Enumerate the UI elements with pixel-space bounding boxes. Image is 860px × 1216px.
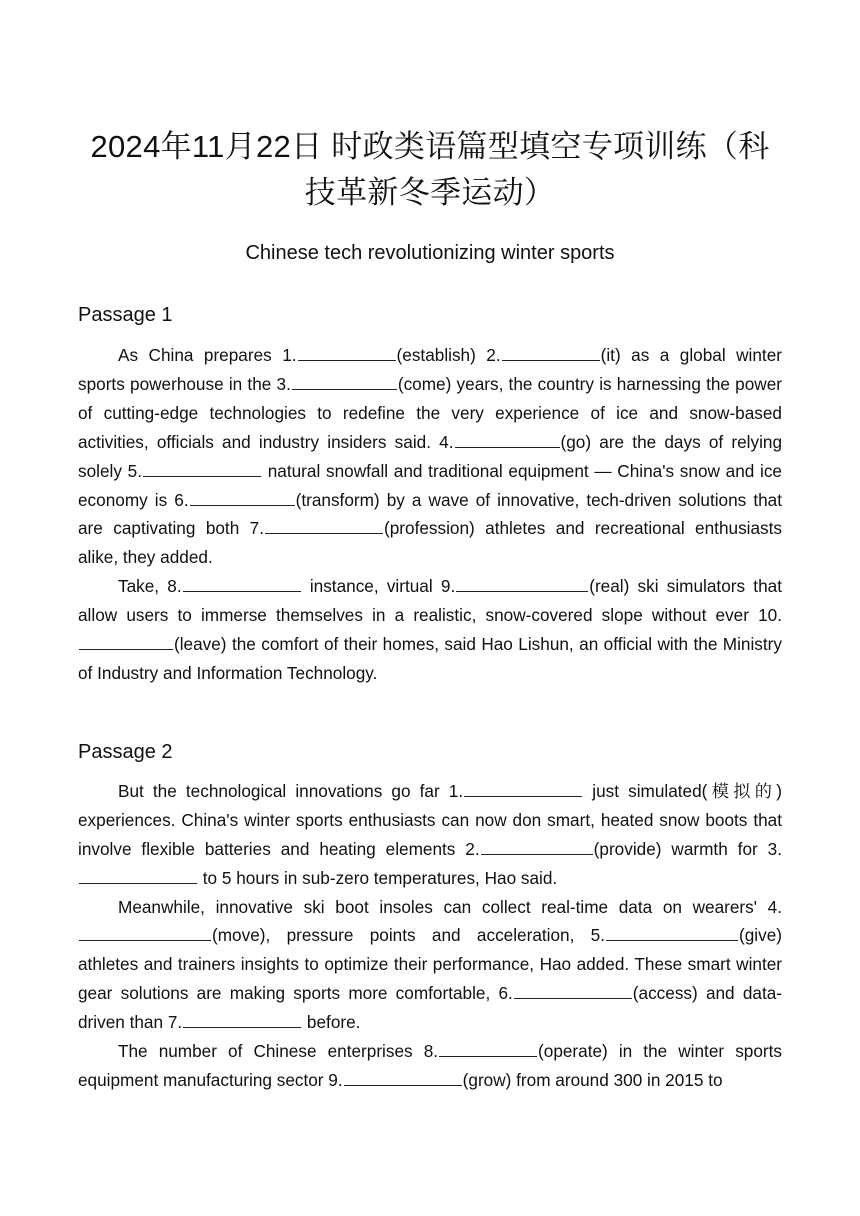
blank-4[interactable] — [79, 922, 211, 941]
passage-2-heading: Passage 2 — [78, 740, 173, 763]
passage-1-paragraph-2 — [78, 572, 782, 688]
text-segment: to 5 hours in sub-zero temperatures, Hao said. — [198, 867, 558, 888]
blank-8[interactable] — [439, 1038, 537, 1057]
blank-9[interactable] — [456, 573, 588, 592]
blank-1[interactable] — [464, 778, 582, 797]
text-segment: (provide) warmth for 3. — [593, 838, 783, 859]
blank-10[interactable] — [79, 631, 173, 650]
text-segment: (real) ski simulators that allow users to immerse themselves in a realistic, snow-covered slope without ever 10. — [78, 576, 782, 626]
text-segment: (give) athletes and trainers insights to optimize their performance, Hao added. These smart winter gear solutions are making sports more comfortable, 6. — [78, 925, 782, 1004]
passage-2-paragraph-2 — [78, 893, 782, 1038]
page-subtitle: Chinese tech revolutionizing winter sports — [245, 242, 615, 264]
blank-3[interactable] — [292, 371, 397, 390]
passage-1-heading: Passage 1 — [78, 304, 173, 326]
text-segment: But the technological innovations go far 1. — [118, 780, 464, 801]
blank-7[interactable] — [265, 515, 383, 534]
text-segment: The number of Chinese enterprises 8. — [118, 1041, 439, 1062]
text-segment: (operate) in the winter sports equipment manufacturing sector 9. — [78, 1041, 782, 1090]
text-segment: Take, 8. — [118, 576, 182, 597]
blank-6[interactable] — [514, 980, 632, 999]
text-segment: natural snowfall and traditional equipment — China's snow and ice economy is 6. — [78, 460, 782, 510]
text-segment: (come) years, the country is harnessing the power of cutting-edge technologies to redefine the very experience of ice and snow-based activities, officials and industry insiders said. 4. — [78, 373, 782, 452]
page-title: 2024年11月22日 时政类语篇型填空专项训练（科技革新冬季运动） — [90, 129, 770, 210]
text-segment: just simulated(模拟的) experiences. China's winter sports enthusiasts can now don smart, heated snow boots that involve flexible batteries and heating elements 2. — [78, 780, 782, 859]
passage-1-paragraph-1 — [78, 341, 782, 572]
text-segment: (leave) the comfort of their homes, said Hao Lishun, an official with the Ministry of Industry and Information Technology. — [78, 634, 782, 683]
text-segment: (grow) from around 300 in 2015 to — [462, 1069, 723, 1090]
passage-2-paragraph-1 — [78, 777, 782, 893]
text-segment: (go) are the days of relying solely 5. — [78, 431, 782, 481]
text-segment: (access) and data-driven than 7. — [78, 983, 783, 1033]
text-segment: instance, virtual 9. — [301, 576, 456, 597]
text-segment: As China prepares 1. — [118, 345, 297, 365]
blank-5[interactable] — [143, 458, 261, 477]
text-segment: (profession) athletes and recreational enthusiasts alike, they added. — [78, 518, 782, 568]
blank-3[interactable] — [79, 865, 197, 884]
text-segment: Meanwhile, innovative ski boot insoles can collect real-time data on wearers' 4. — [118, 896, 782, 917]
blank-2[interactable] — [481, 836, 593, 855]
blank-1[interactable] — [298, 342, 396, 361]
text-segment: (transform) by a wave of innovative, tech-driven solutions that are captivating both 7. — [78, 489, 782, 539]
text-segment: (it) as a global winter sports powerhouse in the 3. — [78, 345, 782, 394]
blank-4[interactable] — [455, 429, 560, 448]
blank-5[interactable] — [606, 922, 738, 941]
blank-9[interactable] — [344, 1067, 462, 1086]
passage-2-paragraph-3 — [78, 1037, 782, 1095]
text-segment: before. — [302, 1012, 361, 1033]
blank-7[interactable] — [183, 1009, 301, 1028]
blank-2[interactable] — [502, 342, 600, 361]
text-segment: (establish) 2. — [396, 345, 501, 365]
text-segment: (move), pressure points and acceleration, 5. — [212, 925, 606, 946]
blank-8[interactable] — [183, 573, 301, 592]
blank-6[interactable] — [190, 486, 295, 505]
